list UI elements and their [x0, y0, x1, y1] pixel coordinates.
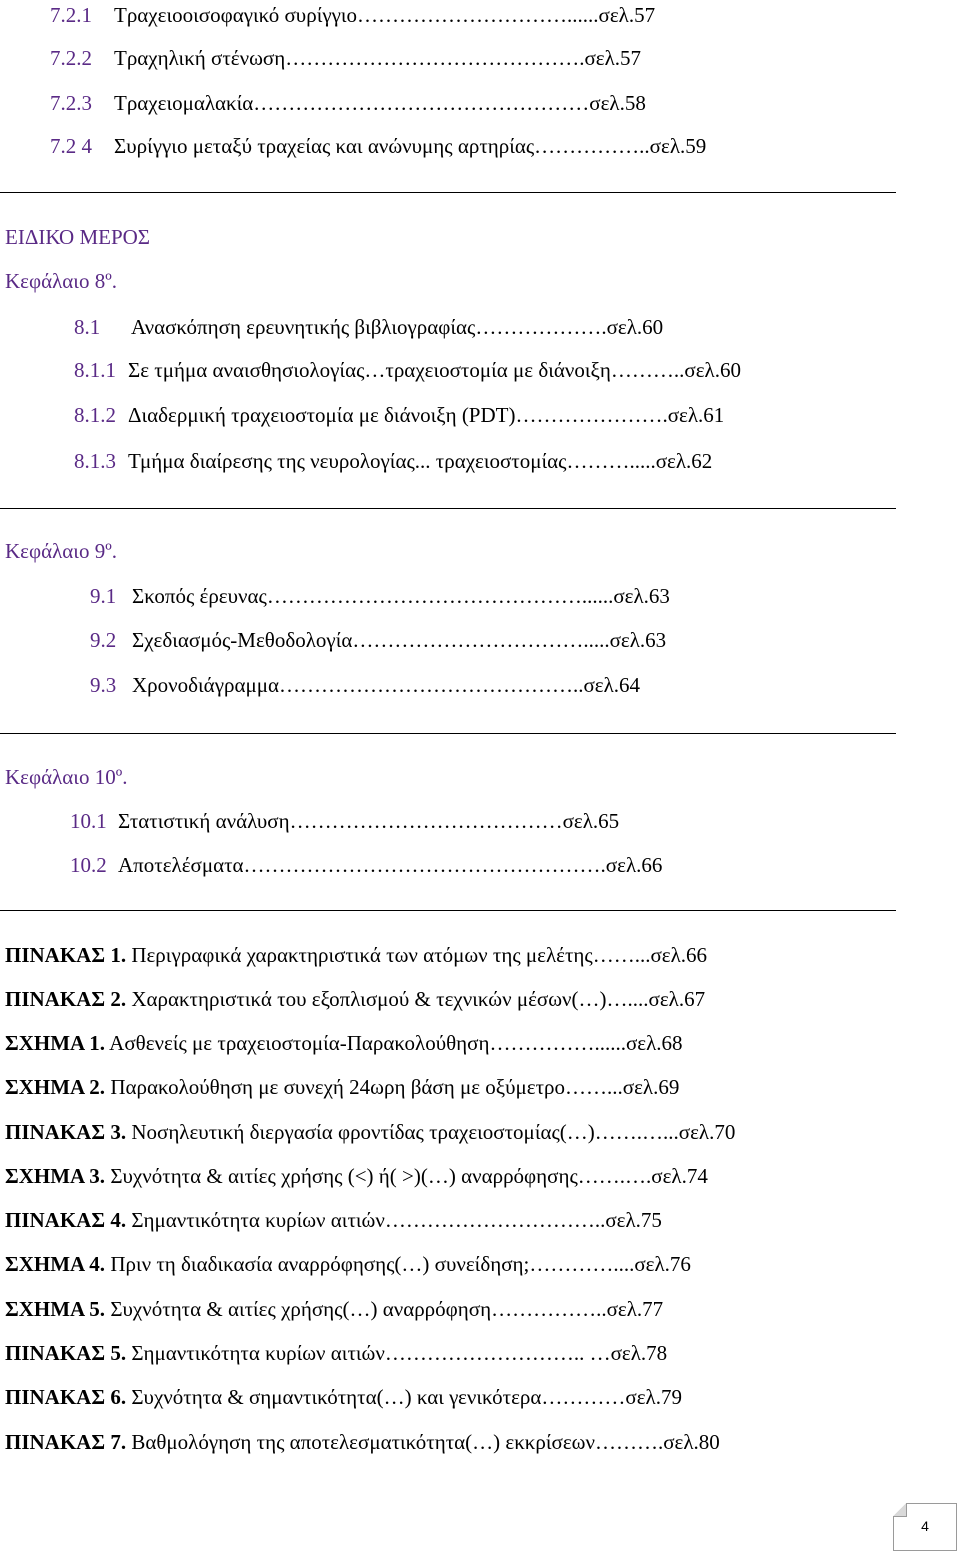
toc-entry-text: Σχεδιασμός-Μεθοδολογία…………………………….....σελ.63: [132, 628, 667, 652]
entry-text: Βαθμολόγηση της αποτελεσματικότητα(…) εκκρίσεων……….σελ.80: [131, 1430, 720, 1454]
entry-label: ΠΙΝΑΚΑΣ 2.: [5, 987, 127, 1011]
toc-entry-9-3[interactable]: [90, 672, 640, 698]
toc-entry-7-2-4[interactable]: [50, 133, 706, 159]
table-7-entry[interactable]: [5, 1429, 720, 1455]
toc-entry-8-1[interactable]: [74, 314, 663, 340]
entry-text: Παρακολούθηση με συνεχή 24ωρη βάση με οξύμετρο……...σελ.69: [110, 1075, 680, 1099]
toc-entry-text: Ανασκόπηση ερευνητικής βιβλιογραφίας……………….σελ.60: [131, 315, 664, 339]
toc-entry-number: 7.2.1: [50, 3, 92, 27]
toc-entry-text: Αποτελέσματα…………………………………………….σελ.66: [118, 853, 663, 877]
table-3-entry[interactable]: [5, 1119, 735, 1145]
toc-entry-number: 10.2: [70, 853, 107, 877]
chapter-9-title: Κεφάλαιο 9º.: [5, 539, 117, 563]
toc-entry-7-2-2[interactable]: [50, 45, 641, 71]
entry-label: ΠΙΝΑΚΑΣ 5.: [5, 1341, 127, 1365]
toc-entry-9-1[interactable]: [90, 583, 670, 609]
figure-1-entry[interactable]: [5, 1030, 683, 1056]
figure-3-entry[interactable]: [5, 1163, 708, 1189]
entry-label: ΣΧΗΜΑ 3.: [5, 1164, 106, 1188]
entry-label: ΣΧΗΜΑ 1.: [5, 1031, 106, 1055]
divider: [0, 508, 896, 509]
special-part-heading: ΕΙΔΙΚΟ ΜΕΡΟΣ: [5, 225, 151, 249]
entry-text: Συχνότητα & αιτίες χρήσης (<) ή( >)(…) αναρρόφησης…….….σελ.74: [110, 1164, 708, 1188]
toc-entry-text: Διαδερμική τραχειοστομία με διάνοιξη (PDT)………………….σελ.61: [128, 403, 725, 427]
entry-text: Νοσηλευτική διεργασία φροντίδας τραχειοστομίας(…)…….…...σελ.70: [131, 1120, 736, 1144]
figure-4-entry[interactable]: [5, 1251, 691, 1277]
toc-entry-9-2[interactable]: [90, 627, 666, 653]
entry-label: ΠΙΝΑΚΑΣ 3.: [5, 1120, 127, 1144]
entry-label: ΣΧΗΜΑ 5.: [5, 1297, 106, 1321]
toc-entry-text: Συρίγγιο μεταξύ τραχείας και ανώνυμης αρτηρίας……………..σελ.59: [114, 134, 707, 158]
toc-entry-number: 9.3: [90, 673, 117, 697]
entry-label: ΣΧΗΜΑ 2.: [5, 1075, 106, 1099]
toc-entry-number: 8.1: [74, 315, 101, 339]
chapter-8-title: Κεφάλαιο 8º.: [5, 269, 117, 293]
divider: [0, 910, 896, 911]
toc-entry-7-2-1[interactable]: [50, 2, 655, 28]
toc-entry-8-1-3[interactable]: [74, 448, 712, 474]
toc-entry-number: 7.2 4: [50, 134, 92, 158]
toc-entry-text: Σε τμήμα αναισθησιολογίας…τραχειοστομία με διάνοιξη………..σελ.60: [128, 358, 741, 382]
table-4-entry[interactable]: [5, 1207, 662, 1233]
toc-entry-number: 9.1: [90, 584, 117, 608]
toc-entry-text: Τμήμα διαίρεσης της νευρολογίας... τραχειοστομίας……….....σελ.62: [128, 449, 713, 473]
toc-entry-8-1-2[interactable]: [74, 402, 724, 428]
entry-text: Σημαντικότητα κυρίων αιτιών…………………………..σελ.75: [131, 1208, 662, 1232]
toc-entry-text: Χρονοδιάγραμμα……………………………………..σελ.64: [132, 673, 641, 697]
entry-text: Σημαντικότητα κυρίων αιτιών……………………….. …σελ.78: [131, 1341, 668, 1365]
entry-text: Χαρακτηριστικά του εξοπλισμού & τεχνικών μέσων(…)…....σελ.67: [131, 987, 706, 1011]
entry-label: ΠΙΝΑΚΑΣ 6.: [5, 1385, 127, 1409]
toc-entry-number: 8.1.2: [74, 403, 116, 427]
toc-entry-number: 10.1: [70, 809, 107, 833]
page-number: 4: [921, 1518, 929, 1534]
entry-text: Πριν τη διαδικασία αναρρόφησης(…) συνείδηση;…………....σελ.76: [110, 1252, 691, 1276]
entry-label: ΠΙΝΑΚΑΣ 1.: [5, 943, 127, 967]
toc-entry-text: Σκοπός έρευνας………………………………………......σελ.63: [132, 584, 670, 608]
entry-text: Συχνότητα & αιτίες χρήσης(…) αναρρόφηση……………..σελ.77: [110, 1297, 664, 1321]
entry-label: ΠΙΝΑΚΑΣ 7.: [5, 1430, 127, 1454]
table-2-entry[interactable]: [5, 986, 705, 1012]
figure-5-entry[interactable]: [5, 1296, 663, 1322]
entry-text: Συχνότητα & σημαντικότητα(…) και γενικότερα…………σελ.79: [131, 1385, 682, 1409]
divider: [0, 192, 896, 193]
toc-entry-number: 9.2: [90, 628, 117, 652]
toc-entry-8-1-1[interactable]: [74, 357, 741, 383]
entry-label: ΣΧΗΜΑ 4.: [5, 1252, 106, 1276]
table-1-entry[interactable]: [5, 942, 707, 968]
toc-entry-number: 7.2.2: [50, 46, 92, 70]
entry-text: Ασθενείς με τραχειοστομία-Παρακολούθηση……………......σελ.68: [109, 1031, 683, 1055]
toc-entry-10-1[interactable]: [70, 808, 619, 834]
toc-entry-text: Τραχειομαλακία…………………………………………σελ.58: [114, 91, 646, 115]
toc-entry-text: Τραχειοοισοφαγικό συρίγγιο…………………………......σελ.57: [114, 3, 656, 27]
page-corner-fold-icon: [893, 1503, 907, 1517]
chapter-10-title: Κεφάλαιο 10º.: [5, 765, 128, 789]
table-6-entry[interactable]: [5, 1384, 682, 1410]
toc-entry-7-2-3[interactable]: [50, 90, 646, 116]
entry-label: ΠΙΝΑΚΑΣ 4.: [5, 1208, 127, 1232]
toc-entry-text: Στατιστική ανάλυση…………………………………σελ.65: [118, 809, 620, 833]
toc-entry-10-2[interactable]: [70, 852, 662, 878]
toc-entry-number: 8.1.1: [74, 358, 116, 382]
table-5-entry[interactable]: [5, 1340, 667, 1366]
toc-entry-number: 7.2.3: [50, 91, 92, 115]
figure-2-entry[interactable]: [5, 1074, 679, 1100]
divider: [0, 733, 896, 734]
toc-entry-number: 8.1.3: [74, 449, 116, 473]
entry-text: Περιγραφικά χαρακτηριστικά των ατόμων της μελέτης……...σελ.66: [131, 943, 708, 967]
toc-entry-text: Τραχηλική στένωση…………………………………….σελ.57: [114, 46, 642, 70]
